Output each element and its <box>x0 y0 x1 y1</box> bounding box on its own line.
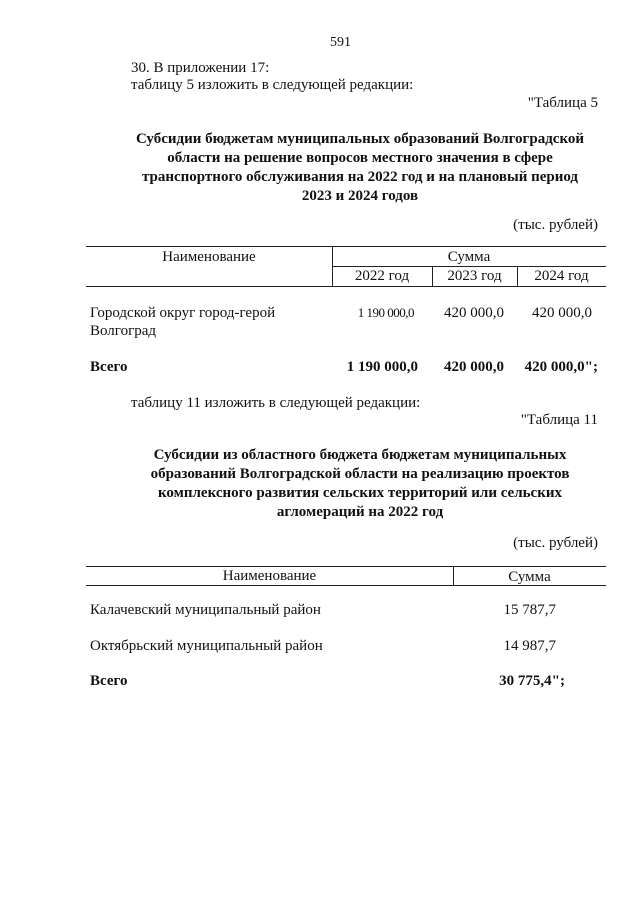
table5-header-year: 2024 год <box>534 268 589 284</box>
table5-sum-rule <box>332 266 606 267</box>
table5-row-name: Городской округ город-герой <box>90 305 276 321</box>
amendment-instruction-table11: таблицу 11 изложить в следующей редакции: <box>131 395 421 411</box>
table5-header-year: 2023 год <box>447 268 502 284</box>
table5-title-line: транспортного обслуживания на 2022 год и на плановый период <box>141 169 579 185</box>
table5-header-name: Наименование <box>162 249 256 265</box>
page-number: 591 <box>330 35 351 50</box>
table5-total-2024: 420 000,0"; <box>524 359 598 375</box>
table5-row-value-2023: 420 000,0 <box>444 305 504 321</box>
table5-label: "Таблица 5 <box>527 95 598 111</box>
table11-header-name: Наименование <box>222 568 317 584</box>
table11-top-rule <box>86 566 606 567</box>
table11-row-name: Калачевский муниципальный район <box>90 602 321 618</box>
table11-total-value: 30 775,4"; <box>499 673 565 689</box>
table5-units: (тыс. рублей) <box>513 217 598 233</box>
amendment-item: 30. В приложении 17: <box>131 60 270 76</box>
table11-header-sum: Сумма <box>508 569 551 585</box>
amendment-instruction-table5: таблицу 5 изложить в следующей редакции: <box>131 77 414 93</box>
table5-row-value-2022: 1 190 000,0 <box>357 305 414 320</box>
table5-header-bottom-rule <box>86 286 606 287</box>
table11-row-value: 15 787,7 <box>503 602 556 618</box>
table11-label: "Таблица 11 <box>520 412 598 428</box>
table5-row-value-2024: 420 000,0 <box>532 305 592 321</box>
table5-total-2022: 1 190 000,0 <box>346 359 418 375</box>
table5-row-name: Волгоград <box>90 323 157 339</box>
table5-top-rule <box>86 246 606 247</box>
table11-row-name: Октябрьский муниципальный район <box>90 638 323 654</box>
table5-title-line: Субсидии бюджетам муниципальных образований Волгоградской <box>135 131 585 147</box>
table5-total-label: Всего <box>90 359 128 375</box>
table11-units: (тыс. рублей) <box>513 535 598 551</box>
table5-header-year: 2022 год <box>354 268 410 284</box>
table5-total-2023: 420 000,0 <box>444 359 504 375</box>
table5-title-line: области на решение вопросов местного значения в сфере <box>167 150 553 166</box>
table11-title-line: образований Волгоградской области на реализацию проектов <box>150 466 570 482</box>
table11-total-label: Всего <box>90 673 128 689</box>
table5-header-sum: Сумма <box>447 249 491 265</box>
table11-title-line: комплексного развития сельских территорий или сельских <box>157 485 563 501</box>
table11-row-value: 14 987,7 <box>503 638 556 654</box>
table11-title-line: агломераций на 2022 год <box>276 504 444 520</box>
table11-title-line: Субсидии из областного бюджета бюджетам муниципальных <box>153 447 567 463</box>
table5-title-line: 2023 и 2024 годов <box>301 188 419 204</box>
